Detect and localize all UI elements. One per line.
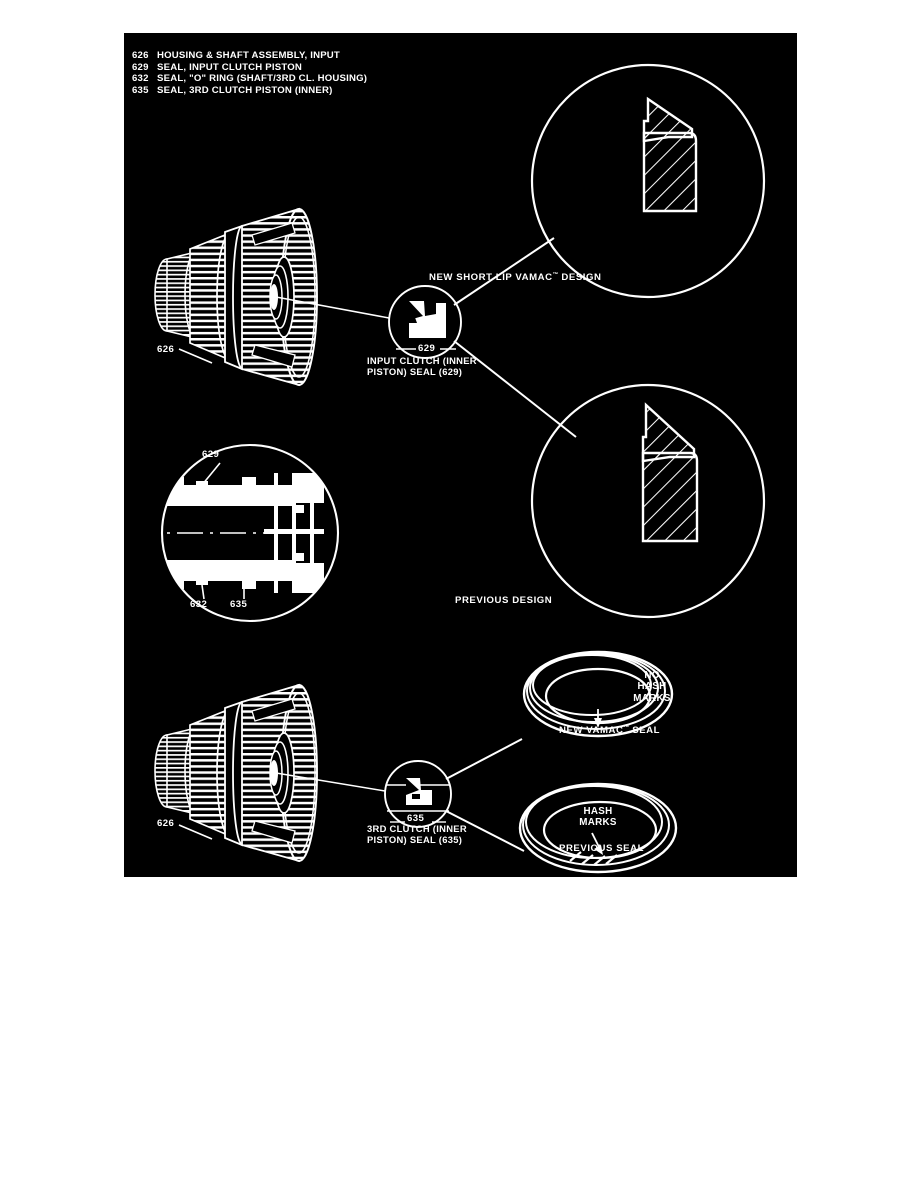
callout-line-1: 3RD CLUTCH (INNER: [367, 823, 467, 834]
cross-section-detail-circle: [134, 445, 338, 621]
annotation-hash-marks: HASH MARKS: [579, 806, 617, 829]
legend-number: 626: [132, 50, 149, 61]
callout-line-2: PISTON) SEAL (629): [367, 366, 463, 378]
part-tag-629-bubble: 629: [418, 343, 436, 354]
caption-new-short-lip-design: [429, 270, 602, 284]
figure-artwork: [124, 33, 797, 877]
legend-number: 632: [132, 73, 149, 85]
callout-third-clutch-seal-635: [367, 823, 467, 846]
new-short-lip-detail-circle: [532, 65, 764, 297]
housing-assembly-top-illustration: [155, 209, 317, 385]
callout-input-clutch-seal-629: [367, 355, 477, 378]
legend-description: SEAL, "O" RING (SHAFT/3RD CL. HOUSING): [157, 73, 368, 85]
part-tag-635-section: 635: [230, 599, 248, 610]
callout-line-1: INPUT CLUTCH (INNER: [367, 355, 477, 366]
seal-629-detail-bubble: [276, 238, 576, 437]
legend-number: 629: [132, 61, 149, 73]
figure-panel: [124, 33, 797, 877]
trademark-symbol: ™: [552, 272, 559, 278]
caption-previous-design: PREVIOUS DESIGN: [455, 595, 553, 606]
caption-suffix: DESIGN: [558, 272, 602, 284]
trademark-symbol: ™: [623, 725, 630, 731]
callout-line-2: PISTON) SEAL (635): [367, 834, 463, 846]
legend-description: SEAL, 3RD CLUTCH PISTON (INNER): [157, 84, 333, 96]
legend-description: HOUSING & SHAFT ASSEMBLY, INPUT: [157, 50, 340, 61]
part-tag-626-bottom: 626: [157, 818, 175, 829]
caption-previous-seal: PREVIOUS SEAL: [559, 843, 644, 854]
part-tag-635-bubble: 635: [407, 813, 425, 824]
part-tag-632-section: 632: [190, 599, 208, 610]
legend-number: 635: [132, 84, 149, 96]
caption-text: NEW VAMAC: [559, 725, 624, 737]
part-tag-629-section: 629: [202, 449, 220, 460]
caption-text: NEW SHORT LIP VAMAC: [429, 272, 553, 284]
caption-new-vamac-seal: [559, 723, 660, 737]
annotation-no-hash-marks: NO HASH MARKS: [633, 670, 671, 704]
legend-description: SEAL, INPUT CLUTCH PISTON: [157, 61, 303, 73]
previous-design-detail-circle: [532, 385, 764, 617]
housing-assembly-bottom-illustration: [155, 685, 317, 861]
caption-suffix: SEAL: [629, 725, 661, 737]
part-tag-626-top: 626: [157, 344, 175, 355]
